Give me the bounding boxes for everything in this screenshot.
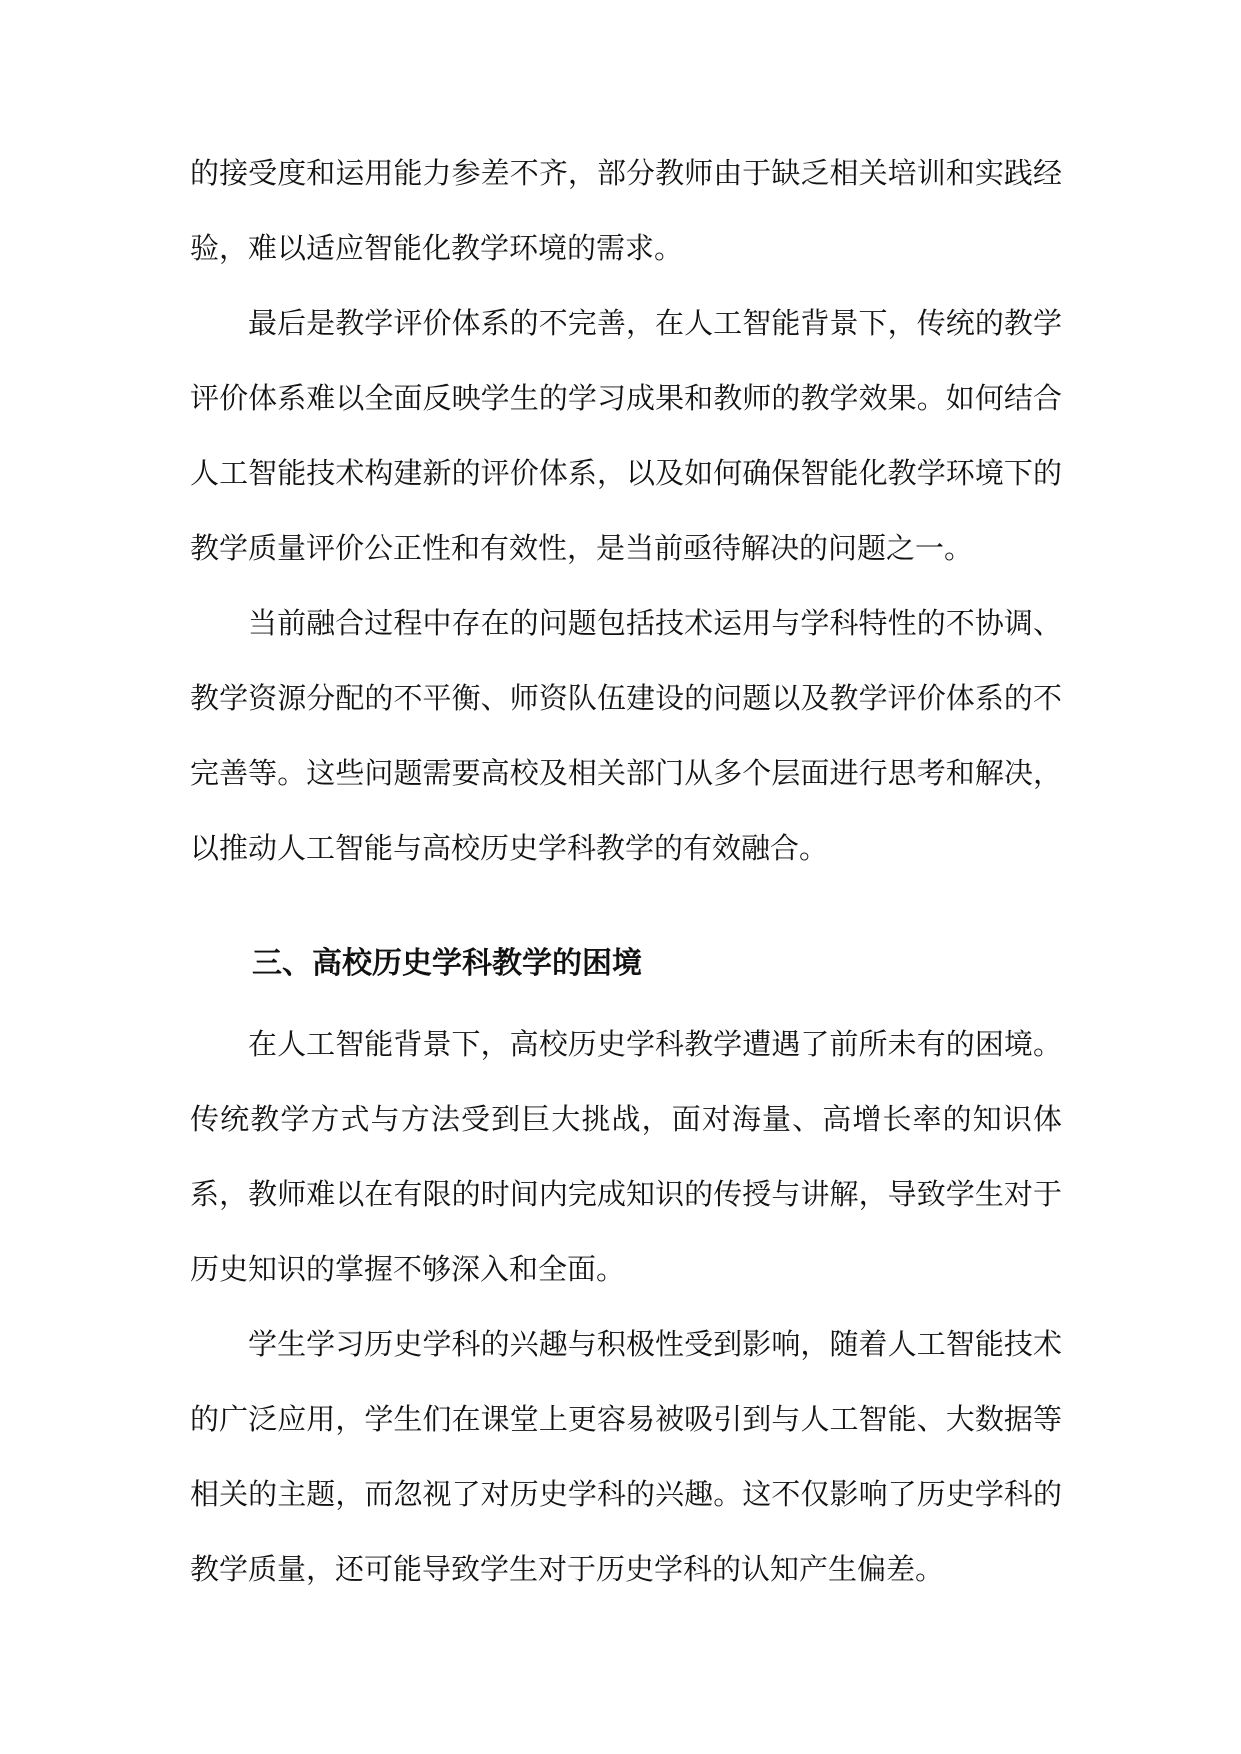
- paragraph-student-interest: 学生学习历史学科的兴趣与积极性受到影响，随着人工智能技术的广泛应用，学生们在课堂上更容易被吸引到与人工智能、大数据等相关的主题，而忽视了对历史学科的兴趣。这不仅影响了历史学科的教学质量，还可能导致学生对于历史学科的认知产生偏差。: [190, 1327, 1062, 1586]
- paragraph-integration-problems: 当前融合过程中存在的问题包括技术运用与学科特性的不协调、教学资源分配的不平衡、师资队伍建设的问题以及教学评价体系的不完善等。这些问题需要高校及相关部门从多个层面进行思考和解决，以推动人工智能与高校历史学科教学的有效融合。: [190, 606, 1062, 865]
- text-column: [190, 136, 1062, 1607]
- section-heading: 三、高校历史学科教学的困境: [252, 946, 642, 981]
- paragraph-teaching-dilemma: 在人工智能背景下，高校历史学科教学遭遇了前所未有的困境。传统教学方式与方法受到巨大挑战，面对海量、高增长率的知识体系，教师难以在有限的时间内完成知识的传授与讲解，导致学生对于历史知识的掌握不够深入和全面。: [190, 1027, 1062, 1286]
- paragraph-evaluation-system: 最后是教学评价体系的不完善，在人工智能背景下，传统的教学评价体系难以全面反映学生的学习成果和教师的教学效果。如何结合人工智能技术构建新的评价体系，以及如何确保智能化教学环境下的教学质量评价公正性和有效性，是当前亟待解决的问题之一。: [190, 306, 1062, 565]
- paragraph-teacher-acceptance: 的接受度和运用能力参差不齐，部分教师由于缺乏相关培训和实践经验，难以适应智能化教学环境的需求。: [190, 156, 1062, 265]
